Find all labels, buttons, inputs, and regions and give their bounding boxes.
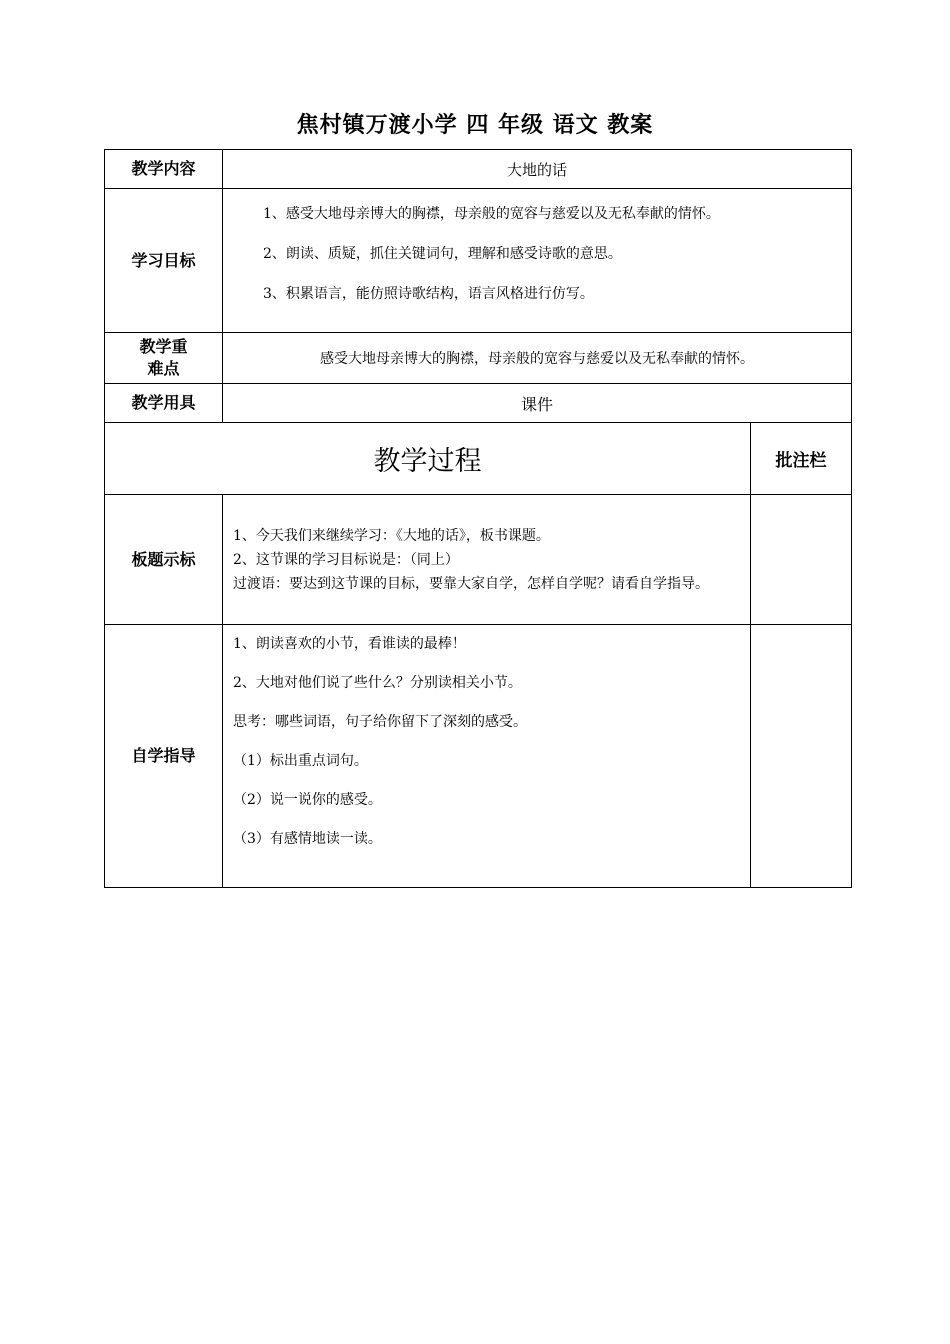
board-label: 板题示标: [105, 495, 223, 625]
board-line: 2、这节课的学习目标说是：（同上）: [233, 551, 459, 568]
key-points-value: 感受大地母亲博大的胸襟，母亲般的宽容与慈爱以及无私奉献的情怀。: [223, 333, 852, 384]
key-points-label-line1: 教学重: [139, 337, 188, 356]
self-study-label: 自学指导: [105, 625, 223, 888]
self-study-content: [223, 625, 751, 888]
row-goals: [105, 189, 852, 333]
tools-value: 课件: [223, 384, 852, 423]
row-content: [105, 150, 852, 189]
board-content: [223, 495, 751, 625]
goals-list: [223, 189, 852, 333]
lesson-plan-table: [104, 149, 852, 888]
self-study-line: 2、大地对他们说了些什么？分别读相关小节。: [233, 675, 522, 691]
board-line: 过渡语：要达到这节课的目标，要靠大家自学，怎样自学呢？请看自学指导。: [233, 575, 709, 592]
notes-column-header: 批注栏: [751, 423, 852, 495]
self-study-line: 思考：哪些词语，句子给你留下了深刻的感受。: [233, 714, 527, 730]
page-title: 焦村镇万渡小学 四 年级 语文 教案: [296, 113, 654, 138]
goal-item: 3、积累语言，能仿照诗歌结构，语言风格进行仿写。: [263, 286, 594, 302]
tools-label: 教学用具: [105, 384, 223, 423]
self-study-notes-cell: [751, 625, 852, 888]
goal-item: 2、朗读、质疑，抓住关键词句，理解和感受诗歌的意思。: [263, 246, 622, 262]
content-label: 教学内容: [105, 150, 223, 189]
self-study-line: （1）标出重点词句。: [233, 753, 368, 769]
row-board: [105, 495, 852, 625]
row-tools: [105, 384, 852, 423]
self-study-line: （2）说一说你的感受。: [233, 792, 382, 808]
goals-label: 学习目标: [105, 189, 223, 333]
key-points-label-line2: 难点: [147, 359, 180, 378]
process-title: 教学过程: [105, 423, 751, 495]
goal-item: 1、感受大地母亲博大的胸襟，母亲般的宽容与慈爱以及无私奉献的情怀。: [263, 206, 720, 222]
self-study-line: 1、朗读喜欢的小节，看谁读的最棒！: [233, 636, 466, 652]
board-line: 1、今天我们来继续学习：《大地的话》，板书课题。: [233, 527, 550, 544]
self-study-line: （3）有感情地读一读。: [233, 831, 382, 847]
key-points-label: [105, 333, 223, 384]
content-value: 大地的话: [223, 150, 852, 189]
row-self-study: [105, 625, 852, 888]
row-key-points: [105, 333, 852, 384]
row-process-header: [105, 423, 852, 495]
board-notes-cell: [751, 495, 852, 625]
